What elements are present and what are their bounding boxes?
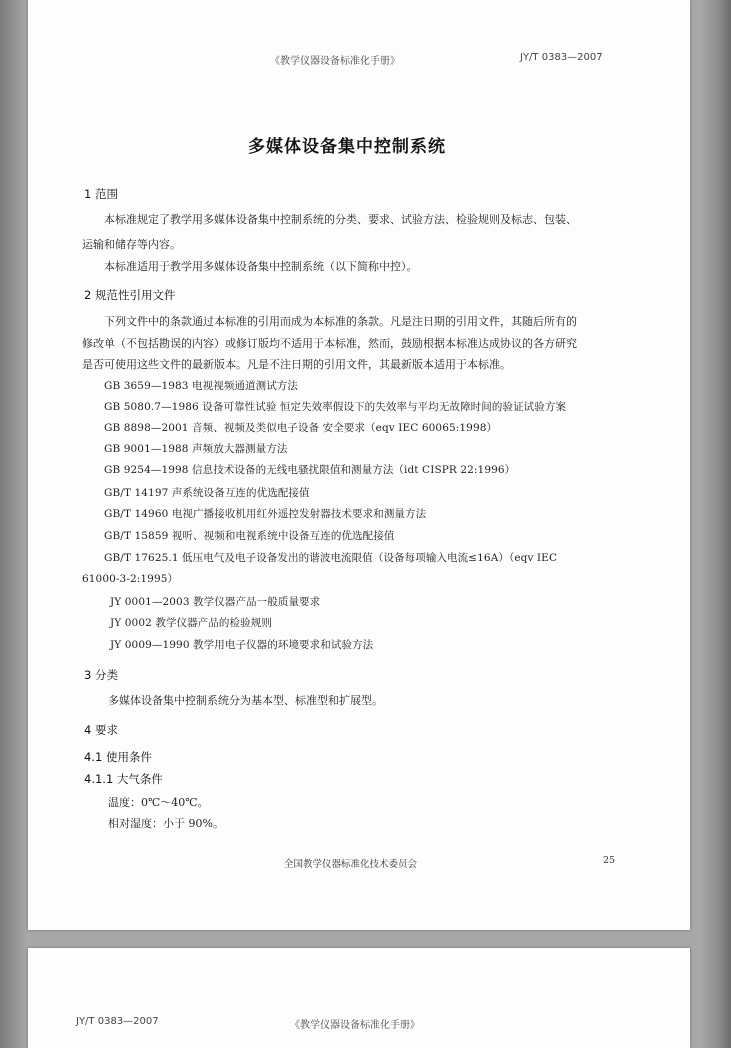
header-book-title: 《教学仪器设备标准化手册》 (270, 56, 400, 67)
reference-item: GB 5080.7—1986 设备可靠性试验 恒定失效率假设下的失效率与平均无故障时间的验证试验方案 (104, 401, 567, 413)
humidity-line: 相对湿度：小于 90%。 (108, 817, 224, 830)
header-standard-code: JY/T 0383—2007 (520, 52, 603, 63)
section-4-1-heading: 4.1 使用条件 (84, 750, 152, 764)
section-3-para: 多媒体设备集中控制系统分为基本型、标准型和扩展型。 (108, 694, 383, 707)
section-2-intro-line-1: 下列文件中的条款通过本标准的引用而成为本标准的条款。凡是注日期的引用文件，其随后所有的 (104, 315, 577, 328)
section-4-heading: 4 要求 (84, 723, 118, 737)
section-3-heading: 3 分类 (84, 668, 118, 682)
section-4-1-1-heading: 4.1.1 大气条件 (84, 772, 163, 786)
section-2-heading: 2 规范性引用文件 (84, 288, 176, 302)
reference-item: JY 0001—2003 教学仪器产品一般质量要求 (110, 596, 321, 608)
section-1-heading: 1 范围 (84, 187, 118, 201)
reference-item: JY 0009—1990 教学用电子仪器的环境要求和试验方法 (110, 639, 374, 651)
reference-item: JY 0002 教学仪器产品的检验规则 (110, 617, 272, 629)
page-number: 25 (603, 855, 616, 866)
document-title: 多媒体设备集中控制系统 (248, 137, 446, 157)
reference-item: GB 8898—2001 音频、视频及类似电子设备 安全要求（eqv IEC 60065:1998） (104, 422, 498, 434)
temperature-line: 温度：0℃～40℃。 (108, 796, 209, 809)
document-page-2 (28, 948, 690, 1048)
footer-organization: 全国教学仪器标准化技术委员会 (284, 859, 418, 870)
section-1-para-1-line-1: 本标准规定了教学用多媒体设备集中控制系统的分类、要求、试验方法、检验规则及标志、包装、 (104, 213, 577, 226)
reference-item: GB/T 17625.1 低压电气及电子设备发出的谐波电流限值（设备每项输入电流≤16A）（eqv IEC (104, 552, 558, 564)
reference-item: GB/T 15859 视听、视频和电视系统中设备互连的优选配接值 (104, 530, 395, 542)
reference-item: GB 3659—1983 电视视频通道测试方法 (104, 380, 299, 392)
header-book-title: 《教学仪器设备标准化手册》 (290, 1020, 420, 1031)
section-1-para-1-line-2: 运输和储存等内容。 (82, 238, 181, 251)
section-1-para-2: 本标准适用于教学用多媒体设备集中控制系统（以下简称中控）。 (104, 260, 418, 273)
section-2-intro-line-2: 修改单（不包括勘误的内容）或修订版均不适用于本标准，然而，鼓励根据本标准达成协议的各方研究 (82, 337, 577, 350)
reference-item: GB/T 14197 声系统设备互连的优选配接值 (104, 487, 310, 499)
document-page-1 (28, 0, 690, 930)
section-2-intro-line-3: 是否可使用这些文件的最新版本。凡是不注日期的引用文件，其最新版本适用于本标准。 (82, 358, 511, 371)
header-standard-code: JY/T 0383—2007 (76, 1016, 159, 1027)
reference-item: GB/T 14960 电视广播接收机用红外遥控发射器技术要求和测量方法 (104, 508, 427, 520)
reference-item: GB 9254—1998 信息技术设备的无线电骚扰限值和测量方法（idt CISPR 22:1996） (104, 464, 516, 476)
reference-item-continuation: 61000-3-2:1995） (82, 573, 179, 585)
reference-item: GB 9001—1988 声频放大器测量方法 (104, 443, 288, 455)
